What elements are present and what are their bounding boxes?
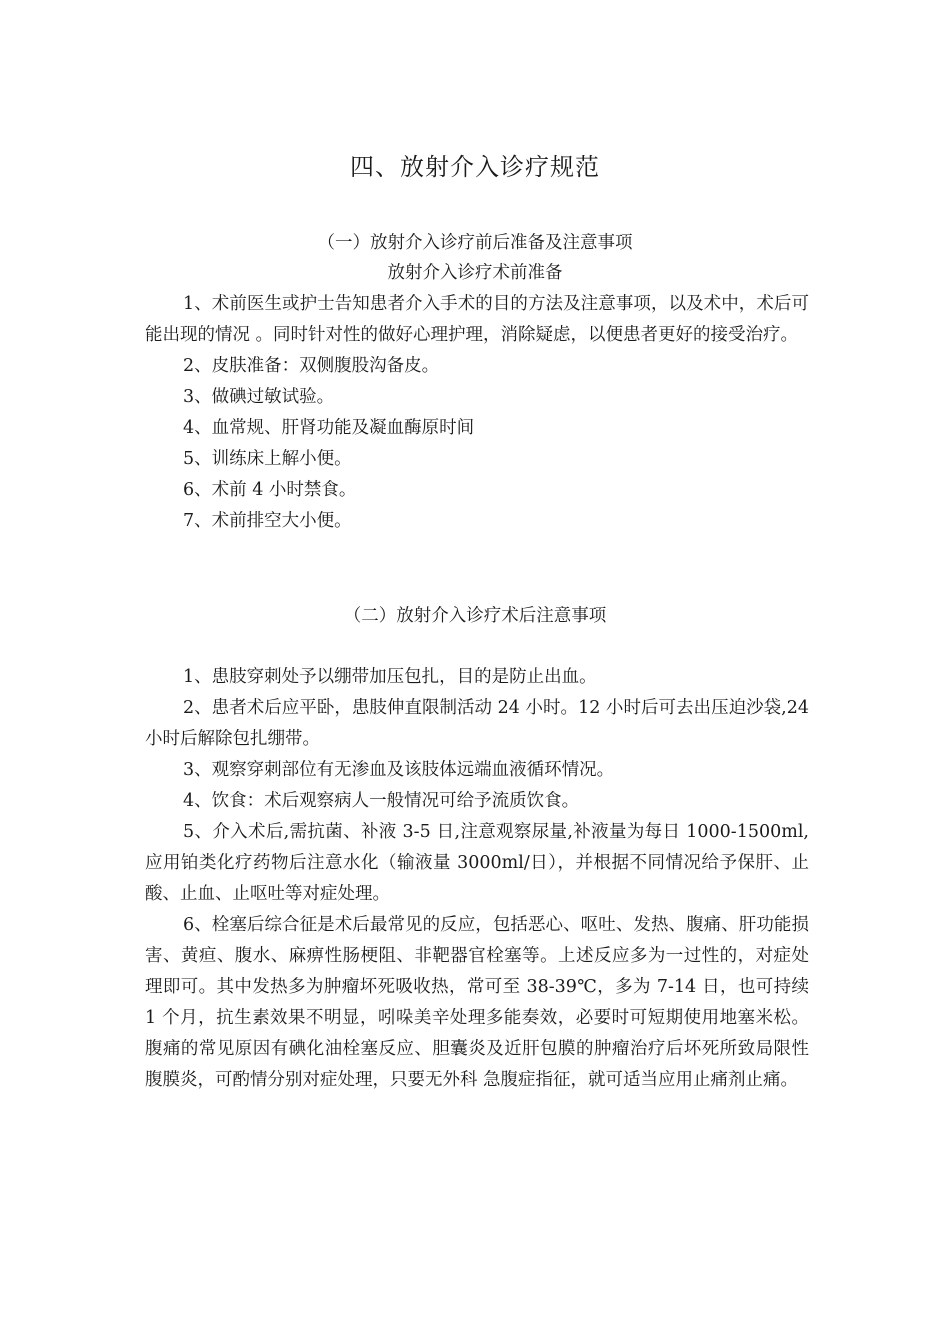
- list-item: 5、训练床上解小便。: [183, 449, 352, 469]
- list-item: 3、做碘过敏试验。: [183, 387, 335, 407]
- list-item: 1、术前医生或护士告知患者介入手术的目的方法及注意事项，以及术中，术后可能出现的情况 。同时针对性的做好心理护理，消除疑虑，以便患者更好的接受治疗。: [145, 294, 809, 345]
- list-item: 4、饮食：术后观察病人一般情况可给予流质饮食。: [183, 791, 580, 811]
- list-item: 3、观察穿刺部位有无渗血及该肢体远端血液循环情况。: [183, 760, 615, 780]
- section-2-list: [145, 662, 809, 1096]
- list-item: 6、术前 4 小时禁食。: [183, 480, 357, 500]
- list-item: 2、患者术后应平卧，患肢伸直限制活动 24 小时。12 小时后可去出压迫沙袋,24 小时后解除包扎绷带。: [145, 698, 809, 749]
- list-item: 2、皮肤准备：双侧腹股沟备皮。: [183, 356, 440, 376]
- list-item: 7、术前排空大小便。: [183, 511, 352, 531]
- list-item: 6、栓塞后综合征是术后最常见的反应，包括恶心、呕吐、发热、腹痛、肝功能损害、黄疸、腹水、麻痹性肠梗阻、非靶器官栓塞等。上述反应多为一过性的，对症处理即可。其中发热多为肿瘤坏死吸收热，常可至 38-39℃，多为 7-14 日，也可持续 1 个月，抗生素效果不明显，吲哚美辛处理多能奏效，必要时可短期使用地塞米松。腹痛的常见原因有碘化油栓塞反应、胆囊炎及近肝包膜的肿瘤治疗后坏死所致局限性腹膜炎，可酌情分别对症处理，只要无外科 急腹症指征，就可适当应用止痛剂止痛。: [145, 915, 809, 1090]
- section-1-heading: （一）放射介入诊疗前后准备及注意事项: [317, 233, 633, 253]
- section-1-list: [145, 289, 809, 537]
- section-1-subheading: 放射介入诊疗术前准备: [387, 263, 563, 283]
- list-item: 5、介入术后,需抗菌、补液 3-5 日,注意观察尿量,补液量为每日 1000-1500ml,应用铂类化疗药物后注意水化（输液量 3000ml/日），并根据不同情况给予保肝、止酸、止血、止呕吐等对症处理。: [145, 822, 809, 904]
- list-item: 1、患肢穿刺处予以绷带加压包扎，目的是防止出血。: [183, 667, 597, 687]
- section-2-heading: （二）放射介入诊疗术后注意事项: [343, 606, 607, 626]
- page-title: 四、放射介入诊疗规范: [350, 153, 600, 181]
- list-item: 4、血常规、肝肾功能及凝血酶原时间: [183, 418, 475, 438]
